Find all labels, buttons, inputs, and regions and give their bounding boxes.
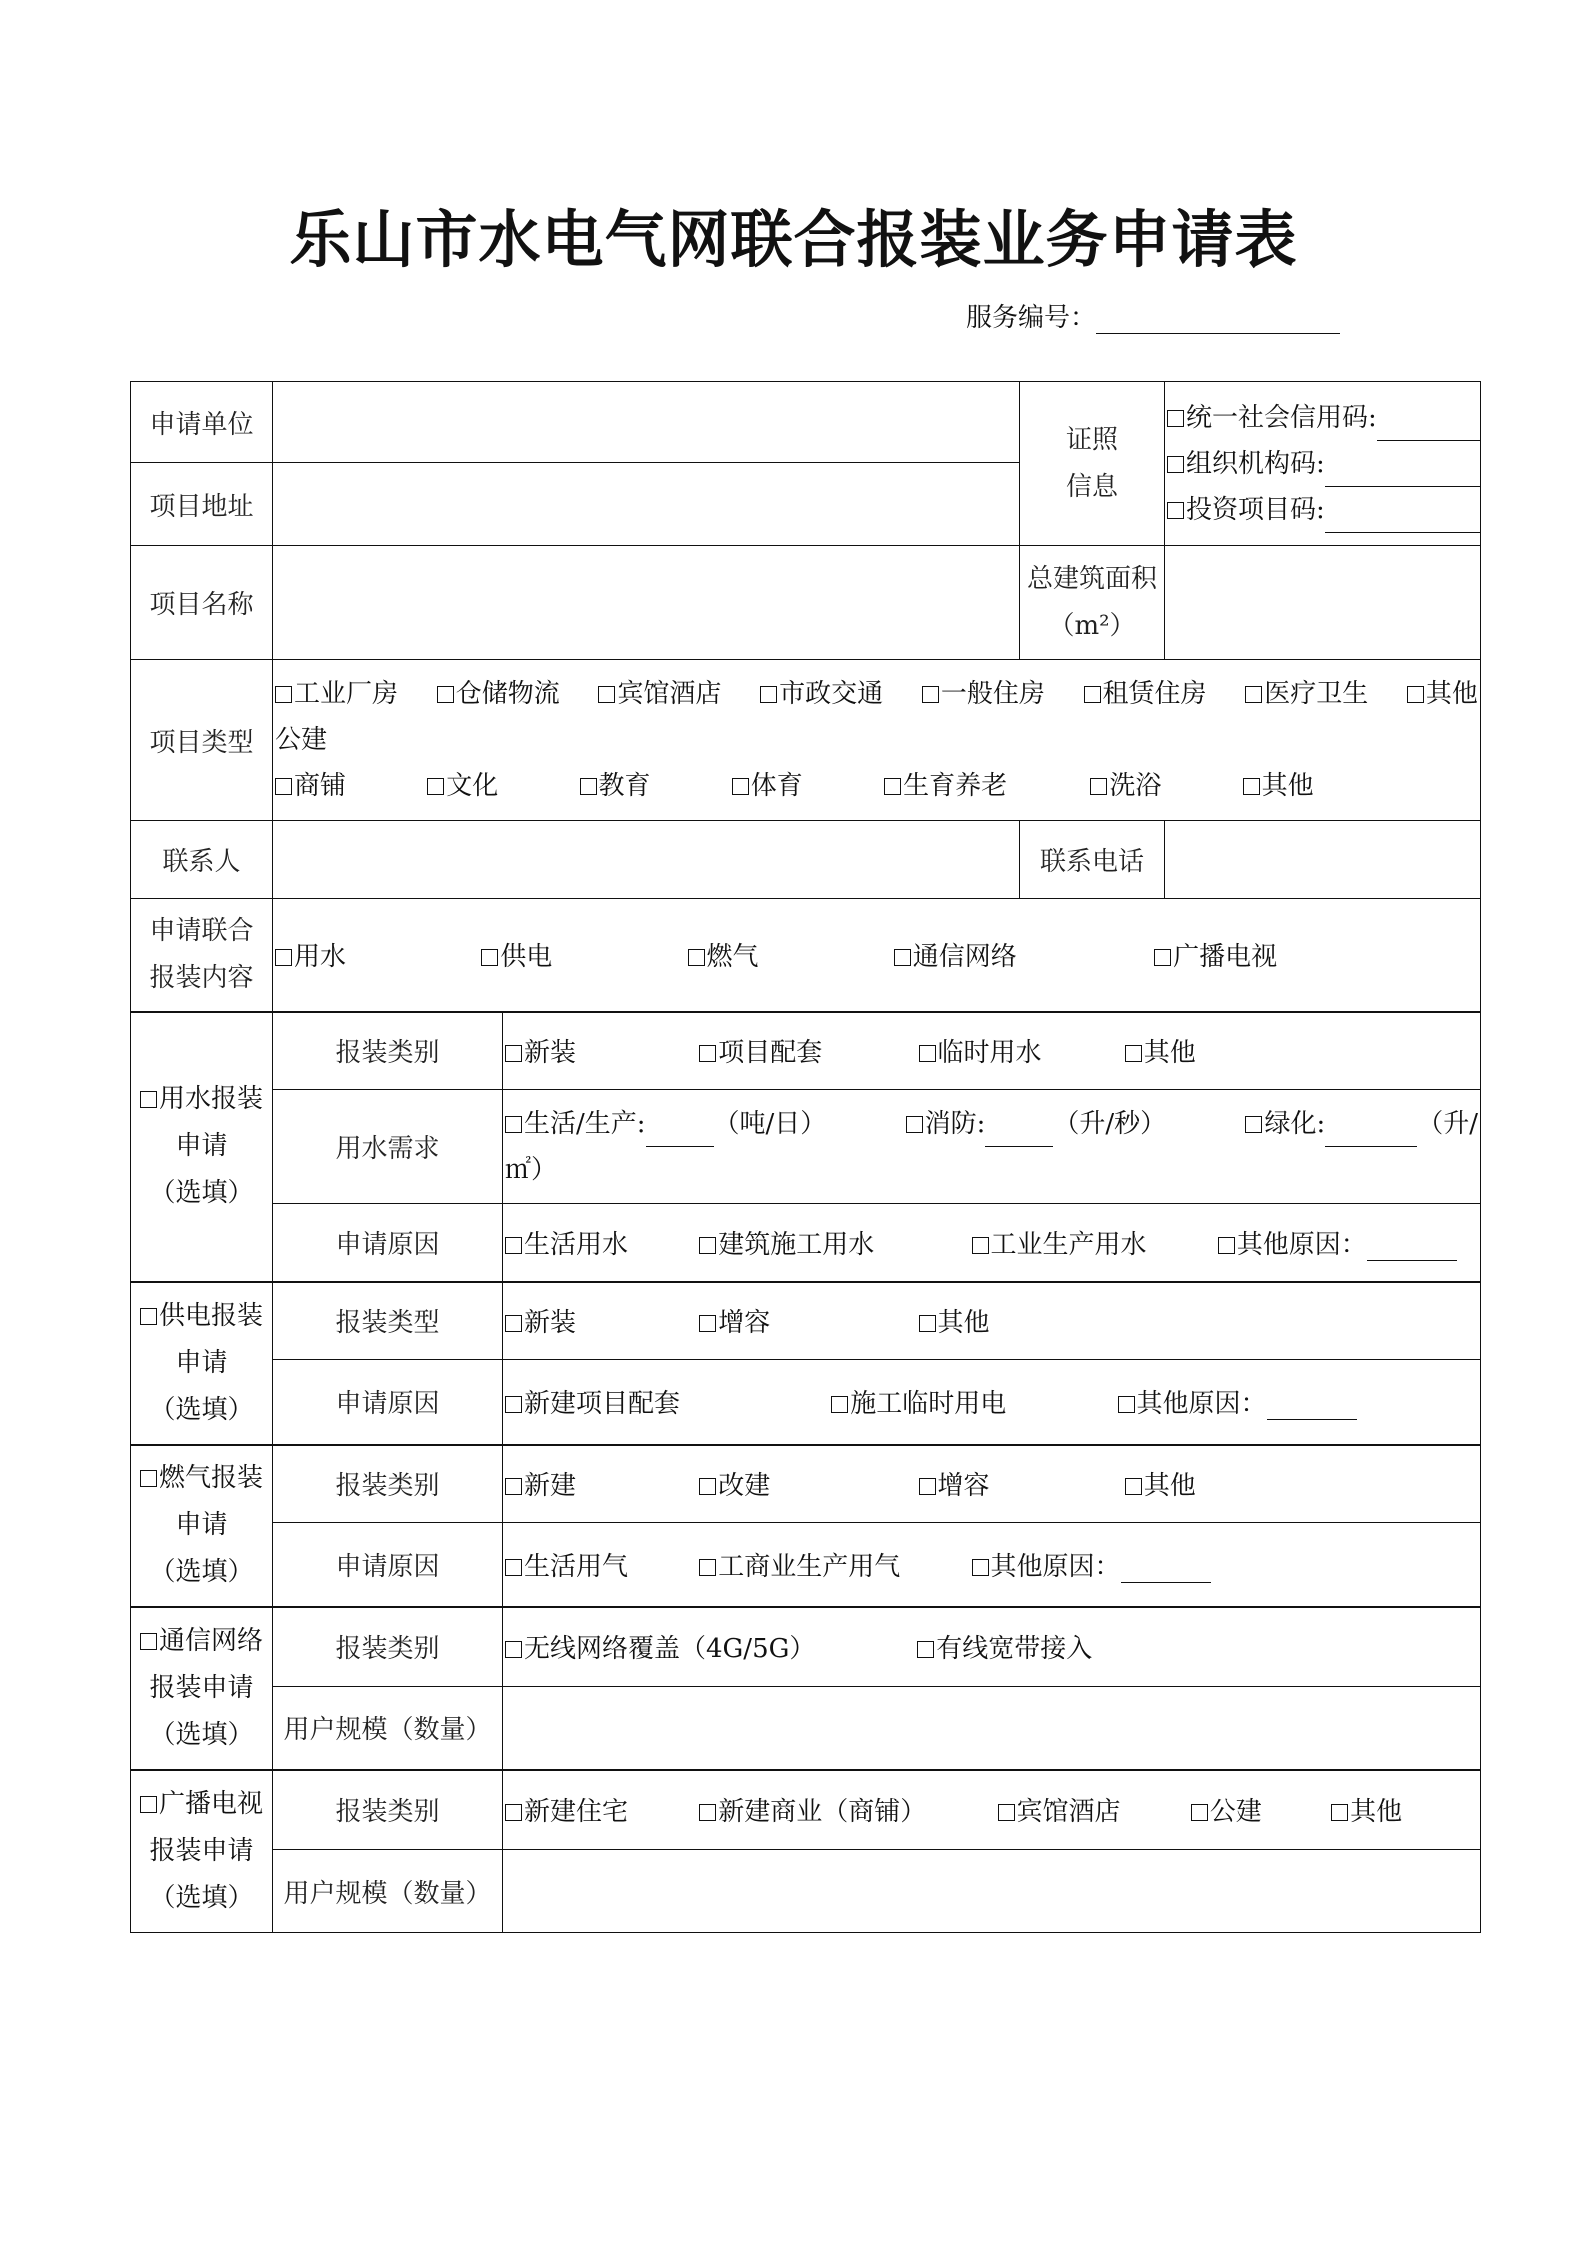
service-number <box>966 297 1340 334</box>
checkbox[interactable] <box>917 1641 934 1658</box>
option-label: 文化 <box>446 771 499 801</box>
living-amount-field[interactable] <box>646 1122 714 1147</box>
checkbox[interactable] <box>481 949 498 966</box>
project-address-label: 项目地址 <box>131 463 273 546</box>
option-label: 生活用气 <box>524 1551 629 1582</box>
option-label: 新装 <box>524 1038 577 1069</box>
project-name-label: 项目名称 <box>131 546 273 660</box>
gas-reason-label: 申请原因 <box>273 1523 503 1607</box>
joint-content-label <box>131 899 273 1012</box>
greening-amount-field[interactable] <box>1325 1122 1417 1147</box>
checkbox[interactable] <box>1218 1237 1235 1254</box>
checkbox[interactable] <box>894 949 911 966</box>
application-form-table <box>130 381 1481 1933</box>
option-label: 广播电视 <box>1173 942 1278 973</box>
unit-label: （升/ <box>1417 1108 1479 1139</box>
checkbox[interactable] <box>831 1396 848 1413</box>
option-label: 消防: <box>924 1108 986 1139</box>
credit-code-label: 统一社会信用码: <box>1186 402 1377 433</box>
project-type-option[interactable] <box>922 671 1045 717</box>
option-label: 其他原因： <box>990 1551 1121 1582</box>
joint-content-label-line1: 申请联合 <box>149 915 254 946</box>
option-label: 新建 <box>524 1471 577 1502</box>
project-type-row2 <box>275 763 1478 809</box>
form-title: 乐山市水电气网联合报装业务申请表 <box>289 203 1298 276</box>
gas-other-reason-field[interactable] <box>1121 1558 1211 1583</box>
checkbox[interactable] <box>919 1315 936 1332</box>
project-address-field[interactable] <box>273 463 1020 546</box>
credit-code-field[interactable] <box>1377 416 1481 441</box>
power-reason-label: 申请原因 <box>273 1360 503 1445</box>
project-type-option[interactable] <box>1407 671 1478 717</box>
telecom-section-heading <box>131 1607 273 1770</box>
broadcast-section-heading <box>131 1770 273 1933</box>
contact-phone-field[interactable] <box>1165 821 1481 899</box>
option-label: 其他 <box>1425 679 1478 709</box>
option-label: 改建 <box>718 1471 771 1502</box>
telecom-type-option[interactable] <box>917 1628 1092 1665</box>
option-label: 宾馆酒店 <box>1016 1797 1121 1828</box>
heading-text: 通信网络 <box>158 1625 263 1656</box>
option-label: 工业生产用水 <box>990 1229 1147 1260</box>
option-label: 其他原因： <box>1136 1389 1267 1420</box>
license-info-label <box>1020 382 1165 546</box>
option-label: 绿化: <box>1264 1108 1326 1139</box>
heading-text: 用水报装 <box>158 1084 263 1114</box>
checkbox[interactable] <box>998 1804 1015 1821</box>
checkbox[interactable] <box>437 686 454 703</box>
joint-option-water[interactable] <box>275 936 473 973</box>
telecom-type-label: 报装类别 <box>273 1607 503 1687</box>
checkbox[interactable] <box>1090 778 1107 795</box>
option-label: 有线宽带接入 <box>936 1634 1093 1665</box>
option-label: 新装 <box>524 1308 577 1339</box>
credit-code-checkbox[interactable] <box>1167 410 1184 427</box>
checkbox[interactable] <box>580 778 597 795</box>
broadcast-type-options <box>503 1770 1481 1850</box>
checkbox[interactable] <box>972 1237 989 1254</box>
checkbox[interactable] <box>505 1559 522 1576</box>
water-demand-unit-cont: ㎡） <box>505 1154 558 1185</box>
checkbox[interactable] <box>699 1559 716 1576</box>
option-label: 仓储物流 <box>455 679 560 709</box>
water-reason-options <box>503 1204 1481 1282</box>
option-label: 无线网络覆盖（4G/5G） <box>524 1634 816 1665</box>
water-heading-line2: 申请 <box>175 1131 228 1161</box>
option-label: 其他 <box>1261 771 1314 801</box>
water-type-options <box>503 1012 1481 1090</box>
option-label: 体育 <box>750 771 803 801</box>
checkbox[interactable] <box>275 778 292 795</box>
joint-content-label-line2: 报装内容 <box>149 962 254 993</box>
project-name-field[interactable] <box>273 546 1020 660</box>
service-number-label: 服务编号： <box>966 303 1097 333</box>
water-heading-line1[interactable] <box>135 1076 268 1123</box>
project-type-option[interactable] <box>1084 671 1207 717</box>
investment-code-field[interactable] <box>1325 508 1481 533</box>
option-label: 教育 <box>598 771 651 801</box>
org-code-row[interactable] <box>1167 441 1476 487</box>
investment-code-row[interactable] <box>1167 487 1476 533</box>
gas-type-option[interactable] <box>505 1465 691 1502</box>
option-label: 生活用水 <box>524 1229 629 1260</box>
checkbox[interactable] <box>760 686 777 703</box>
power-type-option[interactable] <box>505 1302 691 1339</box>
gas-type-option[interactable] <box>699 1465 910 1502</box>
water-type-option[interactable] <box>505 1032 691 1069</box>
water-type-option[interactable] <box>1125 1032 1196 1069</box>
option-label: 其他 <box>937 1308 990 1339</box>
option-label: 其他原因： <box>1236 1229 1367 1260</box>
checkbox[interactable] <box>972 1559 989 1576</box>
option-label: 其他 <box>1143 1471 1196 1502</box>
contact-field[interactable] <box>273 821 1020 899</box>
heading-text: 燃气报装 <box>158 1463 263 1493</box>
license-info-label-line1: 证照 <box>1065 424 1118 455</box>
checkbox[interactable] <box>505 1396 522 1413</box>
total-area-label-line2: （m²） <box>1048 610 1136 641</box>
gas-heading-line1[interactable] <box>135 1455 268 1502</box>
telecom-heading-line3: （选填） <box>149 1719 254 1750</box>
checkbox[interactable] <box>427 778 444 795</box>
telecom-scale-label: 用户规模（数量） <box>273 1687 503 1770</box>
checkbox[interactable] <box>1125 1045 1142 1062</box>
project-type-option[interactable] <box>1090 763 1234 809</box>
broadcast-type-option[interactable] <box>505 1791 691 1828</box>
broadcast-scale-field[interactable] <box>503 1850 1481 1933</box>
option-label: 供电 <box>500 942 553 973</box>
gas-reason-options <box>503 1523 1481 1607</box>
gas-reason-option[interactable] <box>699 1546 963 1583</box>
gas-type-option[interactable] <box>919 1465 1117 1502</box>
checkbox[interactable] <box>275 686 292 703</box>
project-type-option[interactable] <box>1243 763 1314 809</box>
credit-code-row[interactable] <box>1167 395 1476 441</box>
checkbox[interactable] <box>505 1315 522 1332</box>
gas-type-option[interactable] <box>1125 1465 1196 1502</box>
broadcast-heading-line1[interactable] <box>135 1781 268 1828</box>
project-type-row1 <box>275 671 1478 717</box>
checkbox[interactable] <box>732 778 749 795</box>
option-label: 通信网络 <box>912 942 1017 973</box>
water-demand-greening[interactable] <box>1245 1101 1478 1147</box>
option-label: 其他 <box>1143 1038 1196 1069</box>
project-type-option[interactable] <box>275 763 419 809</box>
option-label: 施工临时用电 <box>850 1389 1007 1420</box>
checkbox[interactable] <box>1331 1804 1348 1821</box>
option-label: 新建项目配套 <box>524 1389 681 1420</box>
project-type-option[interactable] <box>760 671 883 717</box>
option-label: 洗浴 <box>1109 771 1162 801</box>
service-number-field[interactable] <box>1096 305 1340 334</box>
unit-label: （升/秒） <box>1053 1108 1167 1139</box>
checkbox[interactable] <box>505 1237 522 1254</box>
org-code-checkbox[interactable] <box>1167 456 1184 473</box>
power-reason-option[interactable] <box>831 1383 1109 1420</box>
option-label: 生活/生产: <box>524 1108 646 1139</box>
gas-section-checkbox[interactable] <box>140 1470 157 1487</box>
checkbox[interactable] <box>505 1045 522 1062</box>
checkbox[interactable] <box>699 1315 716 1332</box>
water-type-option[interactable] <box>919 1032 1117 1069</box>
project-type-option[interactable] <box>275 671 398 717</box>
project-type-option[interactable] <box>580 763 724 809</box>
checkbox[interactable] <box>699 1237 716 1254</box>
water-heading-line3: （选填） <box>149 1178 254 1208</box>
power-type-options <box>503 1282 1481 1360</box>
checkbox[interactable] <box>922 686 939 703</box>
water-other-reason-field[interactable] <box>1367 1236 1457 1261</box>
option-label: 项目配套 <box>718 1038 823 1069</box>
checkbox[interactable] <box>275 949 292 966</box>
option-label: 新建住宅 <box>524 1797 629 1828</box>
water-demand-label: 用水需求 <box>273 1090 503 1204</box>
power-heading-line3: （选填） <box>149 1394 254 1425</box>
gas-type-options <box>503 1445 1481 1523</box>
telecom-heading-line2: 报装申请 <box>149 1672 254 1703</box>
broadcast-heading-line2: 报装申请 <box>149 1835 254 1866</box>
checkbox[interactable] <box>1243 778 1260 795</box>
power-type-option[interactable] <box>699 1302 910 1339</box>
telecom-scale-field[interactable] <box>503 1687 1481 1770</box>
org-code-label: 组织机构码: <box>1186 448 1325 479</box>
broadcast-section-checkbox[interactable] <box>140 1796 157 1813</box>
checkbox[interactable] <box>699 1045 716 1062</box>
water-reason-option[interactable] <box>505 1224 691 1261</box>
option-label: 工商业生产用气 <box>718 1551 901 1582</box>
water-demand-options <box>503 1090 1481 1204</box>
option-label: 医疗卫生 <box>1264 679 1369 709</box>
broadcast-heading-line3: （选填） <box>149 1882 254 1913</box>
power-heading-line2: 申请 <box>175 1347 228 1378</box>
telecom-type-options <box>503 1607 1481 1687</box>
checkbox[interactable] <box>505 1804 522 1821</box>
applicant-unit-label: 申请单位 <box>131 382 273 463</box>
broadcast-type-option[interactable] <box>1331 1791 1402 1828</box>
checkbox[interactable] <box>699 1478 716 1495</box>
contact-phone-label: 联系电话 <box>1020 821 1165 899</box>
heading-text: 供电报装 <box>158 1300 263 1331</box>
telecom-section-checkbox[interactable] <box>140 1633 157 1650</box>
contact-label: 联系人 <box>131 821 273 899</box>
option-label: 其他 <box>1350 1797 1403 1828</box>
water-reason-other[interactable] <box>1218 1224 1457 1261</box>
license-codes <box>1165 382 1481 546</box>
joint-content-options <box>273 899 1481 1012</box>
applicant-unit-field[interactable] <box>273 382 1020 463</box>
gas-reason-option[interactable] <box>505 1546 691 1583</box>
checkbox[interactable] <box>688 949 705 966</box>
gas-type-label: 报装类别 <box>273 1445 503 1523</box>
checkbox[interactable] <box>919 1045 936 1062</box>
total-area-label <box>1020 546 1165 660</box>
project-type-option[interactable] <box>427 763 571 809</box>
gas-heading-line3: （选填） <box>149 1557 254 1587</box>
joint-option-gas[interactable] <box>688 936 886 973</box>
checkbox[interactable] <box>505 1478 522 1495</box>
checkbox[interactable] <box>1245 686 1262 703</box>
option-label: 商铺 <box>294 771 347 801</box>
option-label: 增容 <box>937 1471 990 1502</box>
investment-code-label: 投资项目码: <box>1186 494 1325 525</box>
water-demand-living[interactable] <box>505 1101 826 1147</box>
broadcast-scale-label: 用户规模（数量） <box>273 1850 503 1933</box>
total-area-field[interactable] <box>1165 546 1481 660</box>
power-heading-line1[interactable] <box>135 1293 268 1340</box>
option-label: 建筑施工用水 <box>718 1229 875 1260</box>
checkbox[interactable] <box>1245 1116 1262 1133</box>
joint-option-telecom[interactable] <box>894 936 1146 973</box>
checkbox[interactable] <box>919 1478 936 1495</box>
gas-section-heading <box>131 1445 273 1607</box>
water-demand-row <box>505 1101 1478 1147</box>
checkbox[interactable] <box>906 1116 923 1133</box>
checkbox[interactable] <box>1118 1396 1135 1413</box>
checkbox[interactable] <box>1191 1804 1208 1821</box>
water-reason-label: 申请原因 <box>273 1204 503 1282</box>
power-section-checkbox[interactable] <box>140 1308 157 1325</box>
power-reason-option[interactable] <box>505 1383 823 1420</box>
water-reason-option[interactable] <box>699 1224 963 1261</box>
telecom-heading-line1[interactable] <box>135 1618 268 1665</box>
checkbox[interactable] <box>884 778 901 795</box>
fire-amount-field[interactable] <box>985 1122 1053 1147</box>
investment-code-checkbox[interactable] <box>1167 502 1184 519</box>
heading-text: 广播电视 <box>158 1788 263 1819</box>
broadcast-type-option[interactable] <box>998 1791 1183 1828</box>
water-type-label: 报装类别 <box>273 1012 503 1090</box>
project-type-option[interactable] <box>598 671 721 717</box>
license-info-label-line2: 信息 <box>1065 471 1118 502</box>
option-label: 宾馆酒店 <box>617 679 722 709</box>
project-type-option[interactable] <box>732 763 876 809</box>
project-type-option[interactable] <box>884 763 1082 809</box>
checkbox[interactable] <box>505 1641 522 1658</box>
project-type-option[interactable] <box>1245 671 1368 717</box>
water-section-heading <box>131 1012 273 1282</box>
project-type-row1-cont: 公建 <box>275 725 328 755</box>
option-label: 市政交通 <box>779 679 884 709</box>
option-label: 工业厂房 <box>294 679 399 709</box>
gas-heading-line2: 申请 <box>175 1510 228 1540</box>
unit-label: （吨/日） <box>713 1108 827 1139</box>
water-reason-option[interactable] <box>972 1224 1210 1261</box>
joint-option-broadcast[interactable] <box>1154 936 1277 973</box>
checkbox[interactable] <box>1154 949 1171 966</box>
power-type-option[interactable] <box>919 1302 990 1339</box>
option-label: 公建 <box>1209 1797 1262 1828</box>
checkbox[interactable] <box>598 686 615 703</box>
water-type-option[interactable] <box>699 1032 910 1069</box>
option-label: 生育养老 <box>903 771 1008 801</box>
project-type-options <box>273 660 1481 821</box>
option-label: 用水 <box>294 942 347 973</box>
power-section-heading <box>131 1282 273 1445</box>
broadcast-type-label: 报装类别 <box>273 1770 503 1850</box>
broadcast-type-option[interactable] <box>699 1791 989 1828</box>
checkbox[interactable] <box>1084 686 1101 703</box>
org-code-field[interactable] <box>1325 462 1481 487</box>
power-reason-other[interactable] <box>1118 1383 1357 1420</box>
option-label: 燃气 <box>706 942 759 973</box>
project-type-label: 项目类型 <box>131 660 273 821</box>
option-label: 一般住房 <box>940 679 1045 709</box>
checkbox[interactable] <box>699 1804 716 1821</box>
option-label: 增容 <box>718 1308 771 1339</box>
option-label: 新建商业（商铺） <box>718 1797 927 1828</box>
gas-reason-other[interactable] <box>972 1546 1211 1583</box>
water-demand-fire[interactable] <box>906 1101 1167 1147</box>
project-type-option[interactable] <box>437 671 560 717</box>
checkbox[interactable] <box>1125 1478 1142 1495</box>
broadcast-type-option[interactable] <box>1191 1791 1323 1828</box>
option-label: 临时用水 <box>937 1038 1042 1069</box>
total-area-label-line1: 总建筑面积 <box>1026 563 1157 594</box>
power-other-reason-field[interactable] <box>1267 1395 1357 1420</box>
water-section-checkbox[interactable] <box>140 1091 157 1108</box>
option-label: 租赁住房 <box>1102 679 1207 709</box>
telecom-type-option[interactable] <box>505 1628 909 1665</box>
checkbox[interactable] <box>1407 686 1424 703</box>
checkbox[interactable] <box>505 1116 522 1133</box>
power-reason-options <box>503 1360 1481 1445</box>
joint-option-power[interactable] <box>481 936 679 973</box>
power-type-label: 报装类型 <box>273 1282 503 1360</box>
